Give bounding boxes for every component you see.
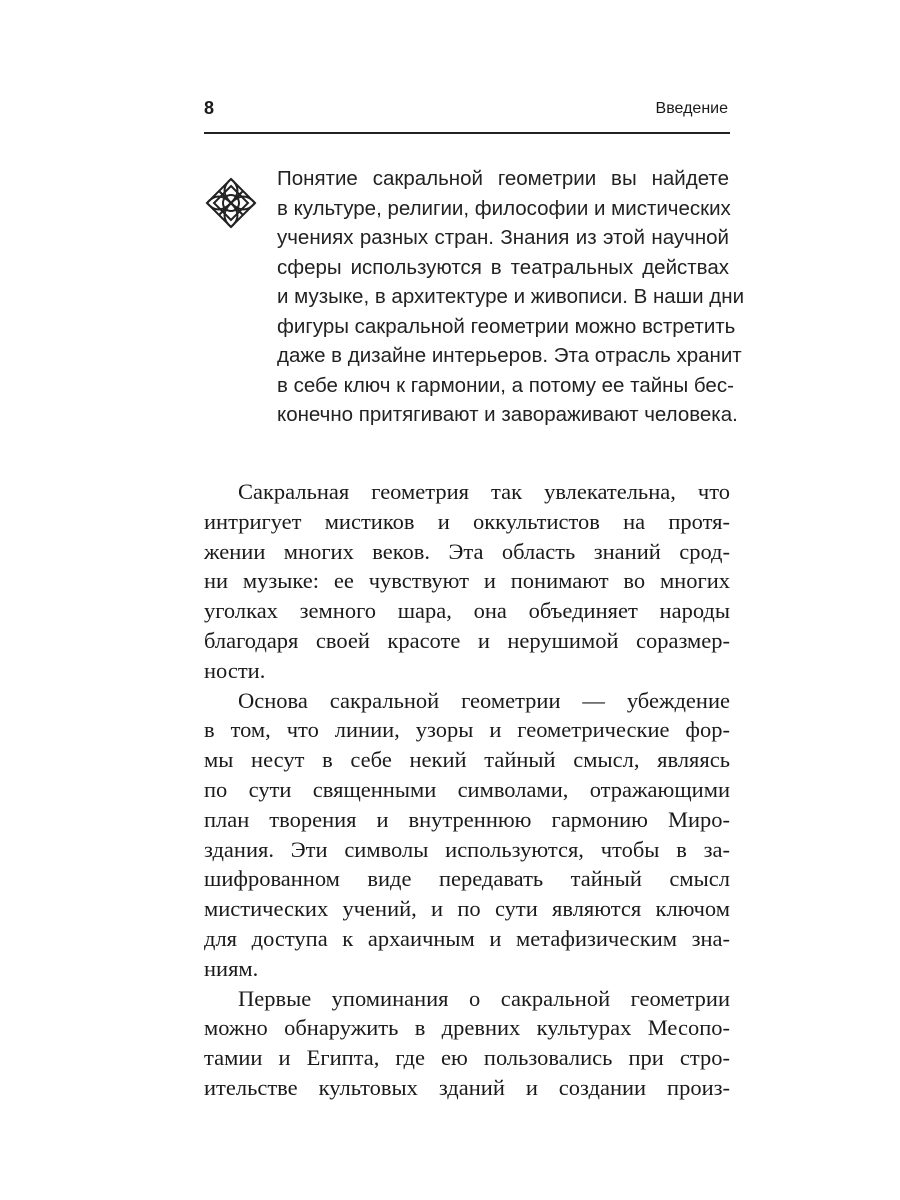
text-line: план творения и внутреннюю гармонию Миро-: [204, 806, 730, 832]
intro-epigraph: [277, 164, 745, 430]
text-line: для доступа к архаичным и метафизическим зна-: [204, 925, 730, 951]
text-line: в том, что линии, узоры и геометрические фор-: [204, 717, 730, 743]
text-line: ниям.: [204, 955, 259, 981]
intro-line: Понятие сакральной геометрии вы найдете: [277, 167, 729, 190]
intro-line: в культуре, религии, философии и мистических: [277, 196, 731, 220]
intro-line: в себе ключ к гармонии, а потому ее тайны бес-: [277, 373, 734, 397]
paragraph: [204, 477, 730, 686]
intro-line: и музыке, в архитектуре и живописи. В наши дни: [277, 285, 745, 308]
text-line: по сути священными символами, отражающими: [204, 776, 730, 802]
text-line: Первые упоминания о сакральной геометрии: [238, 985, 730, 1011]
text-line: жении многих веков. Эта область знаний срод-: [204, 538, 730, 564]
text-line: мистических учений, и по сути являются ключом: [204, 896, 730, 922]
intro-line: даже в дизайне интерьеров. Эта отрасль хранит: [277, 344, 742, 367]
text-line: ни музыке: ее чувствуют и понимают во многих: [204, 568, 730, 594]
text-line: можно обнаружить в древних культурах Месопо-: [204, 1015, 730, 1041]
paragraph: [204, 686, 730, 984]
page-number: 8: [204, 98, 215, 118]
section-title: Введение: [655, 100, 728, 117]
text-line: шифрованном виде передавать тайный смысл: [204, 866, 730, 892]
text-line: ительстве культовых зданий и создании произ-: [204, 1074, 730, 1100]
intro-line: учениях разных стран. Знания из этой научной: [277, 226, 729, 249]
text-line: интригует мистиков и оккультистов на протя-: [204, 508, 730, 534]
body-text: [204, 477, 730, 1103]
text-line: Основа сакральной геометрии — убеждение: [238, 687, 730, 713]
text-line: ности.: [204, 657, 266, 683]
intro-line: конечно притягивают и завораживают человека.: [277, 403, 738, 426]
text-line: благодаря своей красоте и нерушимой соразмер-: [204, 627, 730, 653]
running-header: [204, 96, 730, 134]
celtic-knot-icon: [204, 176, 258, 230]
intro-line: сферы используются в театральных действах: [277, 255, 729, 279]
text-line: уголках земного шара, она объединяет народы: [204, 598, 730, 624]
text-line: тамии и Египта, где ею пользовались при стро-: [204, 1045, 730, 1071]
text-line: здания. Эти символы используются, чтобы в за-: [204, 836, 730, 862]
text-line: Сакральная геометрия так увлекательна, что: [238, 479, 730, 504]
paragraph: [204, 984, 730, 1103]
intro-line: фигуры сакральной геометрии можно встретить: [277, 314, 736, 338]
text-line: мы несут в себе некий тайный смысл, являясь: [204, 747, 730, 773]
